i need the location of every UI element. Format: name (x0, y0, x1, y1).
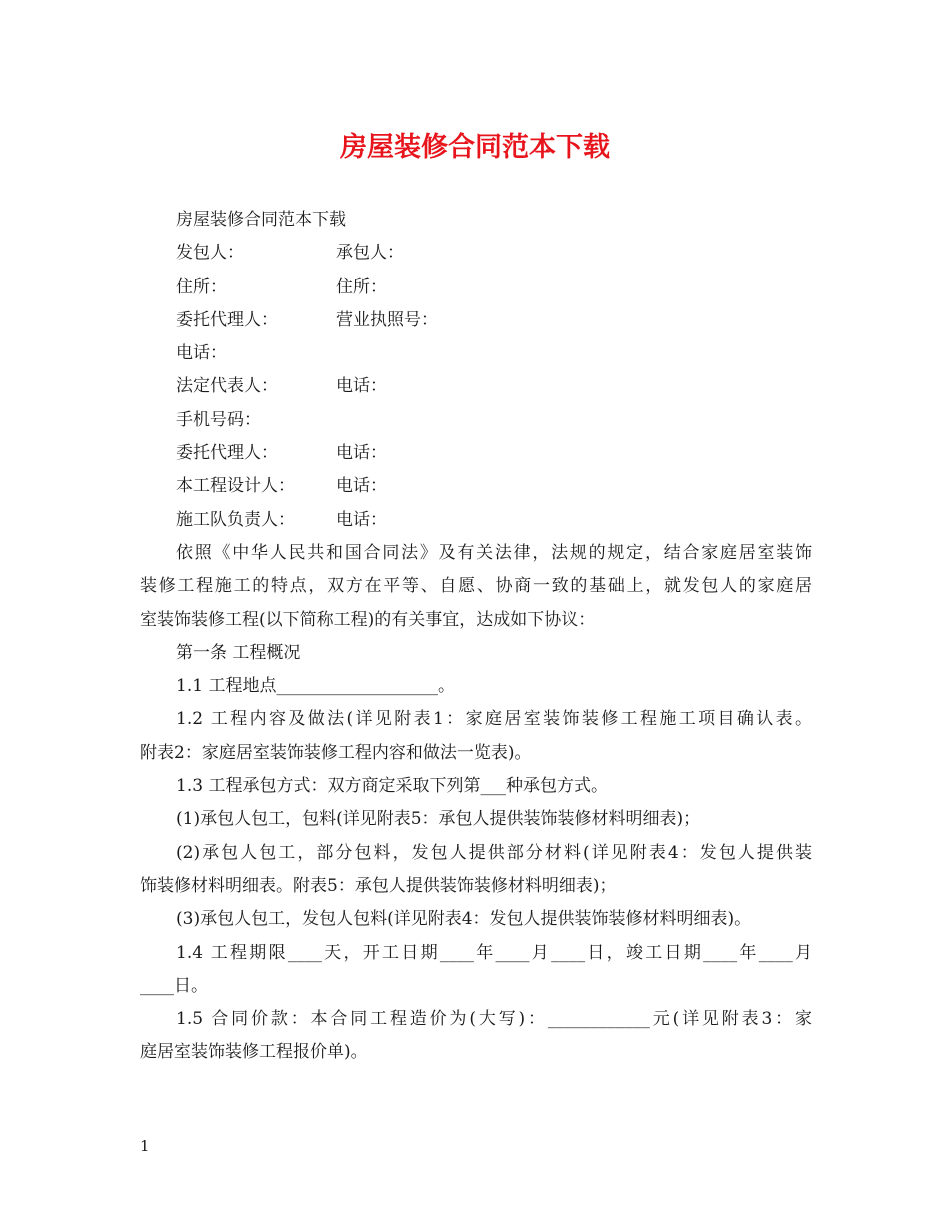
clause-line: 1.2 工程内容及做法(详见附表1：家庭居室装饰装修工程施工项目确认表。 (176, 709, 812, 730)
clause-line: ____日。 (140, 975, 208, 996)
party-row (140, 271, 812, 304)
clause-line: (3)承包人包工，发包人包料(详见附表4：发包人提供装饰装修材料明细表)。 (176, 909, 752, 930)
party-left: 委托代理人： (176, 309, 278, 330)
paragraph-line: 装修工程施工的特点，双方在平等、自愿、协商一致的基础上，就发包人的家庭居 (140, 576, 812, 597)
document-title: 房屋装修合同范本下载 (340, 132, 610, 163)
document-body (140, 204, 812, 1070)
party-right: 营业执照号： (336, 309, 438, 330)
clause-line: 1.3 工程承包方式：双方商定采取下列第___种承包方式。 (176, 776, 608, 797)
party-row (140, 504, 812, 537)
clause-line: (1)承包人包工，包料(详见附表5：承包人提供装饰装修材料明细表)； (176, 809, 701, 830)
party-right: 住所： (336, 276, 387, 297)
party-left: 手机号码： (176, 409, 261, 430)
party-left: 住所： (176, 276, 227, 297)
paragraph-line: 室装饰装修工程(以下简称工程)的有关事宜，达成如下协议： (140, 609, 596, 630)
paragraph-line: 依照《中华人民共和国合同法》及有关法律，法规的规定，结合家庭居室装饰 (176, 542, 812, 563)
party-right: 电话： (336, 509, 387, 530)
article-heading: 第一条 工程概况 (176, 642, 301, 663)
party-right: 电话： (336, 376, 387, 397)
party-left: 法定代表人： (176, 376, 278, 397)
party-row (140, 370, 812, 403)
clause-line: (2)承包人包工，部分包料，发包人提供部分材料(详见附表4：发包人提供装 (176, 842, 812, 863)
subtitle: 房屋装修合同范本下载 (176, 210, 346, 230)
party-row (140, 470, 812, 503)
party-left: 电话： (176, 343, 227, 364)
party-row (140, 337, 812, 370)
clause-line: 饰装修材料明细表。附表5：承包人提供装饰装修材料明细表)； (140, 875, 617, 896)
party-row (140, 237, 812, 270)
party-left: 施工队负责人： (176, 509, 295, 530)
clause-line: 庭居室装饰装修工程报价单)。 (140, 1042, 368, 1063)
party-row (140, 304, 812, 337)
clause-line: 1.4 工程期限____天，开工日期____年____月____日，竣工日期____年____月 (176, 942, 812, 963)
party-row (140, 404, 812, 437)
party-right: 电话： (336, 443, 387, 464)
party-left: 发包人： (176, 243, 244, 264)
party-right: 电话： (336, 476, 387, 497)
clause-line: 附表2：家庭居室装饰装修工程内容和做法一览表)。 (140, 742, 532, 763)
party-row (140, 437, 812, 470)
clause-line: 1.5 合同价款：本合同工程造价为(大写)：____________元(详见附表3：家 (176, 1009, 812, 1030)
page-number: 1 (140, 1137, 150, 1155)
party-right: 承包人： (336, 243, 404, 264)
party-left: 本工程设计人： (176, 476, 295, 497)
clause-line: 1.1 工程地点___________________。 (176, 676, 455, 697)
party-left: 委托代理人： (176, 443, 278, 464)
